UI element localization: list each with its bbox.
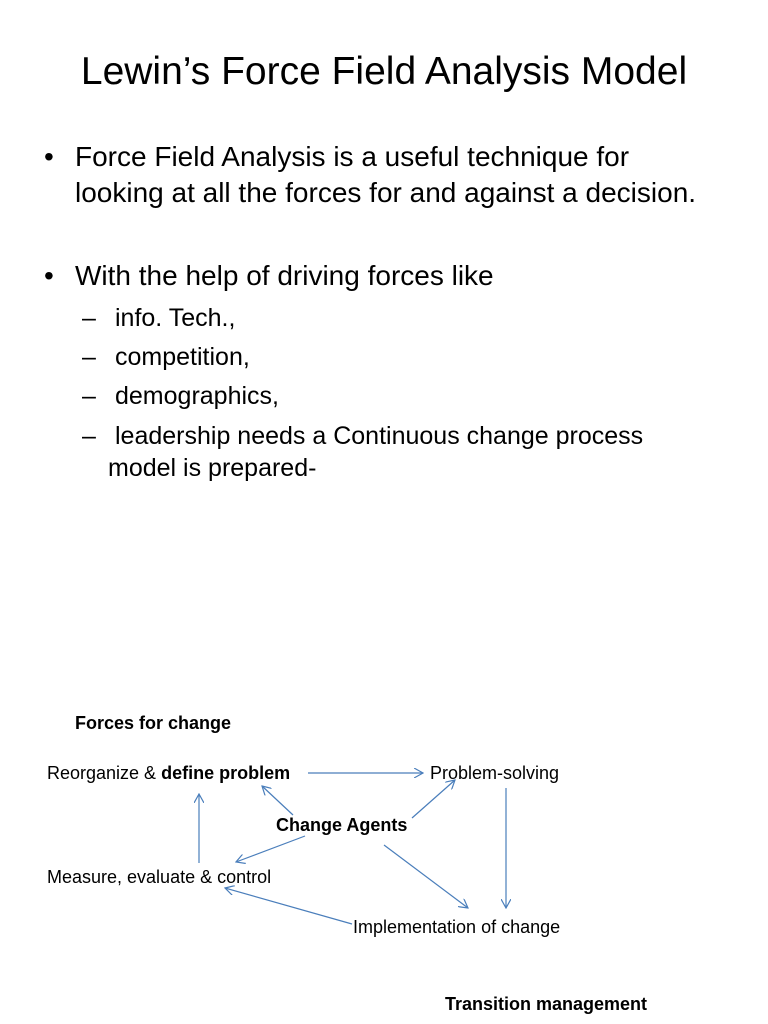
sub-bullet-marker: – [82,422,96,450]
sub-bullet-marker: – [82,382,96,410]
slide-title: Lewin’s Force Field Analysis Model [80,50,688,93]
sub-bullet-marker: – [82,343,96,371]
sub-bullet-text-2: competition, [115,343,250,371]
bullet-text-2: With the help of driving forces like [75,260,494,291]
arrow-implementation-to-measure [225,888,352,924]
sub-bullet-text-3: demographics, [115,382,279,410]
transition-management-label: Transition management [445,994,648,1014]
reorganize-text: Reorganize & [47,763,162,783]
bullet-marker: • [44,260,54,291]
define-problem-text: define problem [161,763,291,783]
sub-bullet-marker: – [82,304,96,332]
problem-solving-node: Problem-solving [430,763,560,783]
forces-for-change-label: Forces for change [75,713,232,733]
arrow-agents-to-define [262,786,293,815]
arrow-agents-to-solving [412,780,455,818]
arrow-agents-to-measure [236,836,305,862]
measure-node: Measure, evaluate & control [47,867,272,887]
change-agents-node: Change Agents [276,815,408,835]
reorganize-node [47,762,290,784]
implementation-node: Implementation of change [353,917,561,937]
sub-bullet-text-4-continuation: model is prepared- [108,454,317,482]
bullet-marker: • [44,141,54,172]
sub-bullet-text-4: leadership needs a Continuous change process [115,422,644,450]
bullet-text-1: Force Field Analysis is a useful technique for looking at all the forces for and against a decision. [75,141,697,208]
arrow-agents-to-implementation [384,845,468,908]
sub-bullet-text-1: info. Tech., [115,304,236,332]
